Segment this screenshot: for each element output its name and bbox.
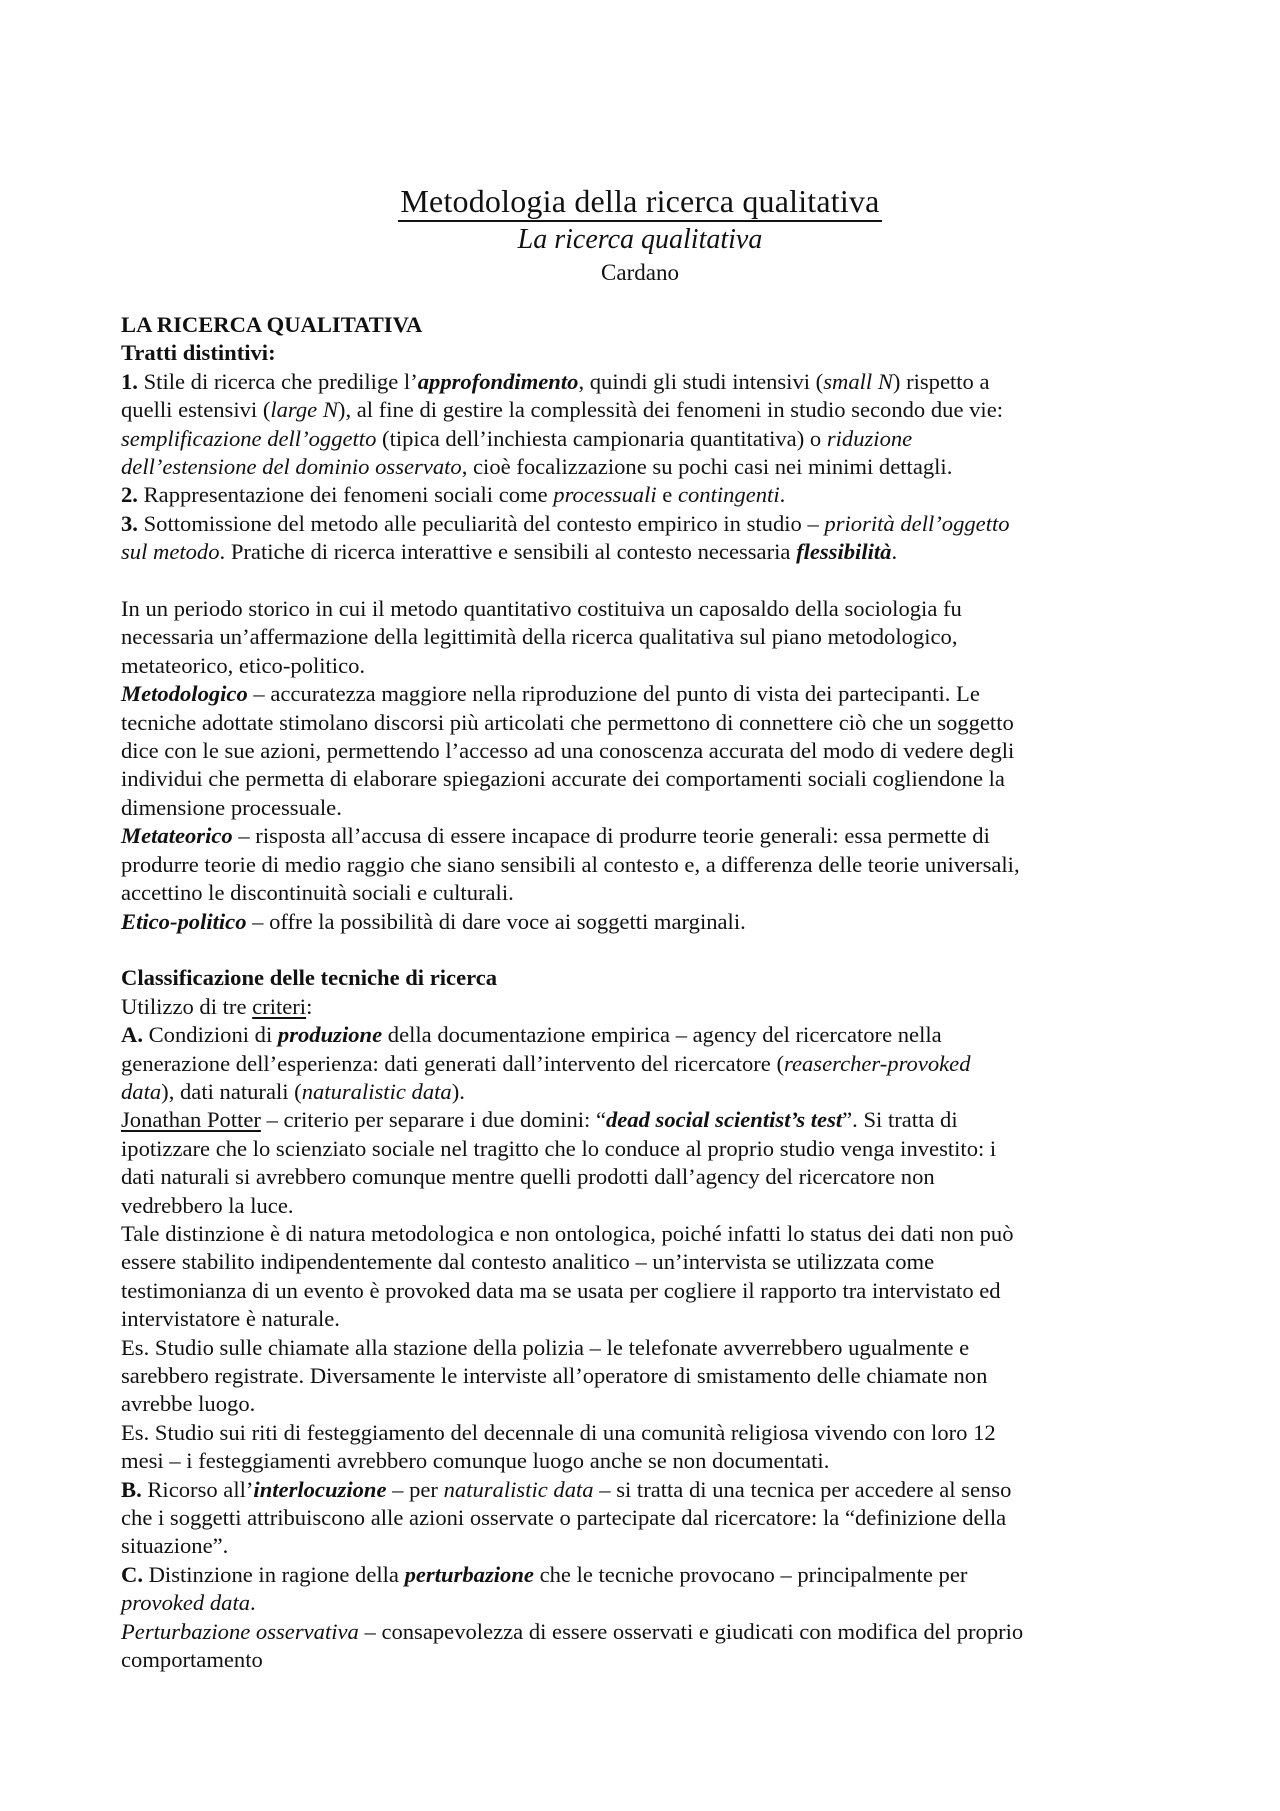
text-segment: produzione bbox=[277, 1022, 383, 1048]
text-segment: e bbox=[656, 482, 678, 508]
text-segment: B. bbox=[121, 1476, 142, 1502]
text-segment: quelli estensivi ( bbox=[121, 397, 271, 423]
text-segment: Distinzione in ragione della bbox=[142, 1561, 405, 1587]
text-segment: approfondimento bbox=[417, 368, 579, 394]
text-segment: dati naturali si avrebbero comunque mentre quelli prodotti dall’agency del ricercatore non bbox=[121, 1164, 935, 1190]
text-line bbox=[121, 1447, 1166, 1475]
text-segment: intervistatore è naturale. bbox=[121, 1306, 340, 1332]
text-line bbox=[121, 709, 1166, 737]
text-line bbox=[121, 1163, 1166, 1191]
text-segment: – si tratta di una tecnica per accedere al senso bbox=[593, 1476, 1012, 1502]
text-line bbox=[121, 652, 1166, 680]
document-title: Metodologia della ricerca qualitativa bbox=[398, 182, 881, 222]
text-line bbox=[121, 851, 1166, 879]
text-line bbox=[121, 1532, 1166, 1560]
text-segment: mesi – i festeggiamenti avrebbero comunque luogo anche se non documentati. bbox=[121, 1448, 830, 1474]
text-segment: testimonianza di un evento è provoked data ma se usata per cogliere il rapporto tra intervistato ed bbox=[121, 1277, 1001, 1303]
text-line bbox=[121, 1135, 1166, 1163]
text-segment: priorità dell’oggetto bbox=[824, 510, 1010, 536]
text-segment: essere stabilito indipendentemente dal contesto analitico – un’intervista se utilizzata come bbox=[121, 1249, 935, 1275]
document-body bbox=[121, 311, 1166, 1674]
text-segment: dead social scientist’s test bbox=[605, 1107, 843, 1133]
text-segment: Utilizzo di tre bbox=[121, 993, 253, 1019]
text-line bbox=[121, 1078, 1166, 1106]
text-segment: – criterio per separare i due domini: “ bbox=[260, 1107, 606, 1133]
text-segment: ipotizzare che lo scienziato sociale nel tragitto che lo conduce al proprio studio venga investito: i bbox=[121, 1135, 997, 1161]
text-segment: semplificazione dell’oggetto bbox=[121, 425, 377, 451]
document-subtitle: La ricerca qualitativa bbox=[517, 224, 763, 255]
text-segment: Jonathan Potter bbox=[121, 1107, 261, 1133]
text-segment: . bbox=[891, 539, 898, 565]
text-line bbox=[121, 1106, 1166, 1134]
text-line bbox=[121, 1248, 1166, 1276]
text-segment: provoked data bbox=[121, 1590, 251, 1616]
text-line bbox=[121, 311, 1166, 339]
blank-line bbox=[121, 936, 1166, 964]
text-line bbox=[121, 765, 1166, 793]
text-line bbox=[121, 510, 1166, 538]
text-line bbox=[121, 1646, 1166, 1674]
blank-line bbox=[121, 567, 1166, 595]
text-segment: Perturbazione osservativa bbox=[121, 1618, 359, 1644]
document-author: Cardano bbox=[601, 260, 679, 285]
text-segment: vedrebbero la luce. bbox=[121, 1192, 294, 1218]
text-line bbox=[121, 822, 1166, 850]
text-segment: Rappresentazione dei fenomeni sociali come bbox=[137, 482, 554, 508]
text-segment: situazione”. bbox=[121, 1533, 229, 1559]
text-segment: Condizioni di bbox=[142, 1022, 278, 1048]
text-segment: – consapevolezza di essere osservati e giudicati con modifica del proprio bbox=[358, 1618, 1024, 1644]
text-line bbox=[121, 595, 1166, 623]
text-line bbox=[121, 1504, 1166, 1532]
text-segment: Sottomissione del metodo alle peculiarità del contesto empirico in studio – bbox=[137, 510, 825, 536]
text-line bbox=[121, 1305, 1166, 1333]
text-line bbox=[121, 481, 1166, 509]
text-segment: – accuratezza maggiore nella riproduzione del punto di vista dei partecipanti. Le bbox=[247, 681, 980, 707]
text-segment: A. bbox=[121, 1022, 143, 1048]
text-segment: . bbox=[779, 482, 786, 508]
text-segment: – risposta all’accusa di essere incapace di produrre teorie generali: essa permette di bbox=[232, 823, 990, 849]
text-segment: metateorico, etico-politico. bbox=[121, 652, 366, 678]
text-segment: Ricorso all’ bbox=[141, 1476, 254, 1502]
text-line bbox=[121, 737, 1166, 765]
text-line bbox=[121, 1589, 1166, 1617]
text-segment: In un periodo storico in cui il metodo quantitativo costituiva un caposaldo della sociologia fu bbox=[121, 596, 962, 622]
text-segment: ) rispetto a bbox=[892, 368, 990, 394]
text-line bbox=[121, 908, 1166, 936]
text-segment: : bbox=[306, 993, 313, 1019]
text-segment: comportamento bbox=[121, 1647, 263, 1673]
text-line bbox=[121, 1220, 1166, 1248]
text-segment: – offre la possibilità di dare voce ai soggetti marginali. bbox=[246, 908, 746, 934]
text-segment: criteri bbox=[252, 993, 307, 1019]
text-line bbox=[121, 794, 1166, 822]
text-segment: della documentazione empirica – agency del ricercatore nella bbox=[382, 1022, 942, 1048]
text-segment: ), dati naturali ( bbox=[161, 1078, 302, 1104]
text-segment: necessaria un’affermazione della legittimità della ricerca qualitativa sul piano metodologico, bbox=[121, 624, 958, 650]
text-line bbox=[121, 396, 1166, 424]
text-segment: Metateorico bbox=[121, 823, 233, 849]
text-segment: ), al fine di gestire la complessità dei fenomeni in studio secondo due vie: bbox=[337, 397, 1004, 423]
text-line bbox=[121, 680, 1166, 708]
text-segment: reasercher-provoked bbox=[784, 1050, 971, 1076]
text-segment: Classificazione delle tecniche di ricerca bbox=[121, 965, 498, 991]
text-segment: interlocuzione bbox=[253, 1476, 387, 1502]
text-segment: generazione dell’esperienza: dati generati dall’intervento del ricercatore ( bbox=[121, 1050, 785, 1076]
text-segment: flessibilità bbox=[796, 539, 892, 565]
text-segment: . bbox=[250, 1590, 256, 1616]
text-segment: LA RICERCA QUALITATIVA bbox=[121, 312, 423, 337]
text-segment: C. bbox=[121, 1561, 143, 1587]
text-line bbox=[121, 623, 1166, 651]
text-segment: ”. Si tratta di bbox=[842, 1107, 958, 1133]
text-line bbox=[121, 1618, 1166, 1646]
text-segment: perturbazione bbox=[404, 1561, 534, 1587]
text-segment: naturalistic data bbox=[443, 1476, 594, 1502]
text-segment: contingenti bbox=[677, 482, 780, 508]
text-line bbox=[121, 1192, 1166, 1220]
text-segment: dimensione processuale. bbox=[121, 794, 342, 820]
text-line bbox=[121, 453, 1166, 481]
text-segment: , quindi gli studi intensivi ( bbox=[578, 368, 824, 394]
text-line bbox=[121, 368, 1166, 396]
text-segment: , cioè focalizzazione su pochi casi nei minimi dettagli. bbox=[461, 454, 953, 480]
text-line bbox=[121, 339, 1166, 367]
text-segment: Es. Studio sui riti di festeggiamento del decennale di una comunità religiosa vivendo con loro 12 bbox=[121, 1419, 996, 1445]
text-segment: 2. bbox=[121, 482, 138, 508]
text-segment: 1. bbox=[121, 368, 138, 394]
text-segment: dell’estensione del dominio osservato bbox=[121, 454, 462, 480]
text-line bbox=[121, 1362, 1166, 1390]
text-segment: riduzione bbox=[826, 425, 913, 451]
text-segment: naturalistic data bbox=[301, 1078, 452, 1104]
text-line bbox=[121, 964, 1166, 992]
document-header bbox=[0, 182, 1280, 288]
text-segment: – per bbox=[386, 1476, 444, 1502]
text-segment: Tale distinzione è di natura metodologica e non ontologica, poiché infatti lo status dei dati non può bbox=[121, 1220, 1014, 1246]
text-segment: avrebbe luogo. bbox=[121, 1391, 256, 1417]
text-segment: che i soggetti attribuiscono alle azioni osservate o partecipate dal ricercatore: la “definizione della bbox=[121, 1505, 1007, 1531]
text-line bbox=[121, 1561, 1166, 1589]
text-segment: (tipica dell’inchiesta campionaria quantitativa) o bbox=[376, 425, 827, 451]
text-line bbox=[121, 1277, 1166, 1305]
text-segment: tecniche adottate stimolano discorsi più articolati che permettono di connettere ciò che un soggetto bbox=[121, 709, 1014, 735]
text-line bbox=[121, 879, 1166, 907]
text-segment: produrre teorie di medio raggio che siano sensibili al contesto e, a differenza delle teorie universali, bbox=[121, 851, 1020, 877]
text-segment: large N bbox=[270, 397, 338, 423]
text-segment: Metodologico bbox=[121, 681, 248, 707]
text-line bbox=[121, 993, 1166, 1021]
text-segment: Tratti distintivi: bbox=[121, 340, 276, 366]
text-line bbox=[121, 1390, 1166, 1418]
text-segment: che le tecniche provocano – principalmente per bbox=[533, 1561, 968, 1587]
text-segment: small N bbox=[823, 368, 893, 394]
text-segment: . Pratiche di ricerca interattive e sensibili al contesto necessaria bbox=[219, 539, 797, 565]
text-segment: processuali bbox=[553, 482, 657, 508]
text-segment: 3. bbox=[121, 510, 138, 536]
text-segment: accettino le discontinuità sociali e culturali. bbox=[121, 880, 514, 906]
text-line bbox=[121, 425, 1166, 453]
text-segment: dice con le sue azioni, permettendo l’accesso ad una conoscenza accurata del modo di vedere degli bbox=[121, 738, 1015, 764]
text-segment: sul metodo bbox=[121, 539, 220, 565]
text-line bbox=[121, 1050, 1166, 1078]
text-line bbox=[121, 1334, 1166, 1362]
text-segment: data bbox=[121, 1078, 162, 1104]
text-line bbox=[121, 1419, 1166, 1447]
text-segment: Es. Studio sulle chiamate alla stazione della polizia – le telefonate avverrebbero ugualmente e bbox=[121, 1334, 970, 1360]
text-line bbox=[121, 1476, 1166, 1504]
text-segment: Stile di ricerca che predilige l’ bbox=[137, 368, 418, 394]
text-segment: individui che permetta di elaborare spiegazioni accurate dei comportamenti sociali cogliendone la bbox=[121, 766, 1005, 792]
text-segment: sarebbero registrate. Diversamente le interviste all’operatore di smistamento delle chiamate non bbox=[121, 1363, 988, 1388]
text-line bbox=[121, 1021, 1166, 1049]
text-line bbox=[121, 538, 1166, 566]
text-segment: ). bbox=[451, 1078, 465, 1104]
text-segment: Etico-politico bbox=[121, 908, 247, 934]
